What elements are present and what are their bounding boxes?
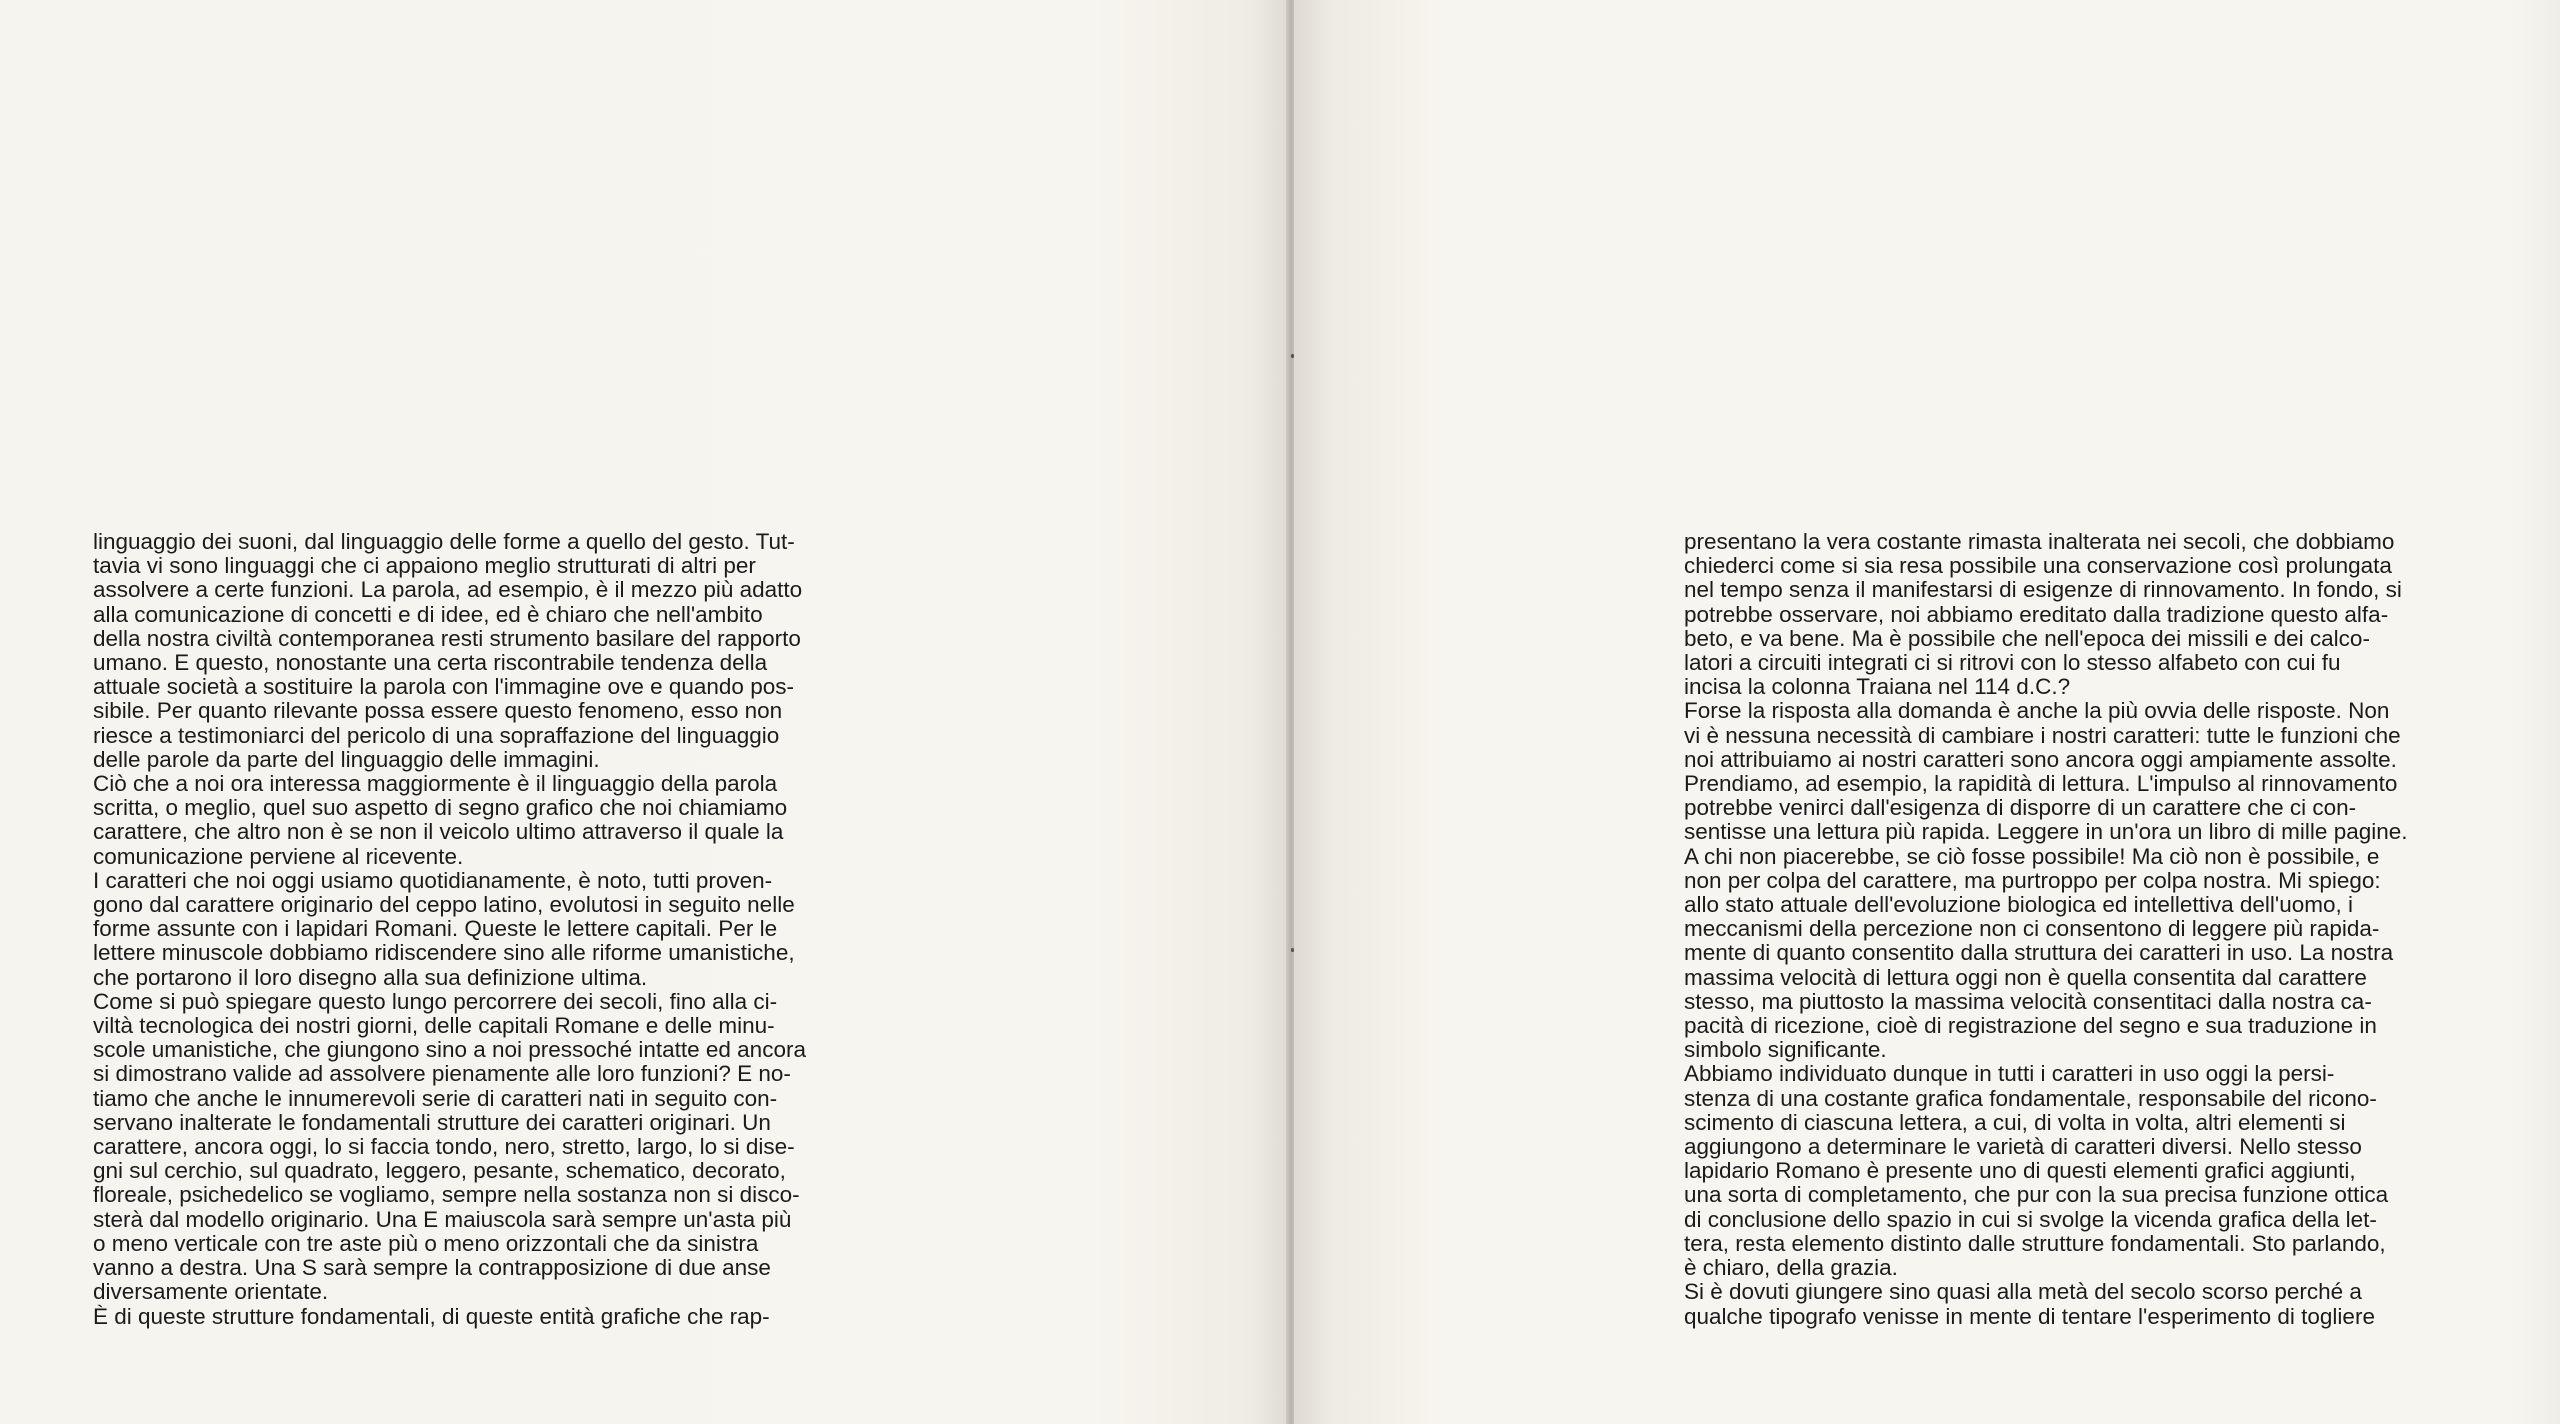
- right-page: [1294, 0, 2560, 1424]
- right-page-text: presentano la vera costante rimasta inalterata nei secoli, che dobbiamo chiederci come si sia resa possibile una conservazione così prolungata nel tempo senza il manifestarsi di esigenze di rinnovamento. In fondo, si potrebbe osservare, noi abbiamo ereditato dalla tradizione questo alfa- beto, e va bene. Ma è possibile che nell'epoca dei missili e dei calco- latori a circuiti integrati ci si ritrovi con lo stesso alfabeto con cui fu incisa la colonna Traiana nel 114 d.C.? Forse la risposta alla domanda è anche la più ovvia delle risposte. Non vi è nessuna necessità di cambiare i nostri caratteri: tutte le funzioni che noi attribuiamo ai nostri caratteri sono ancora oggi ampiamente assolte. Prendiamo, ad esempio, la rapidità di lettura. L'impulso al rinnovamento potrebbe venirci dall'esigenza di disporre di un carattere che ci con- sentisse una lettura più rapida. Leggere in un'ora un libro di mille pagine. A chi non piacerebbe, se ciò fosse possibile! Ma ciò non è possibile, e non per colpa del carattere, ma purtroppo per colpa nostra. Mi spiego: allo stato attuale dell'evoluzione biologica ed intellettiva dell'uomo, i meccanismi della percezione non ci consentono di leggere più rapida- mente di quanto consentito dalla struttura dei caratteri in uso. La nostra massima velocità di lettura oggi non è quella consentita dal carattere stesso, ma piuttosto la massima velocità consentitaci dalla nostra ca- pacità di ricezione, cioè di registrazione del segno e sua traduzione in simbolo significante. Abbiamo individuato dunque in tutti i caratteri in uso oggi la persi- stenza di una costante grafica fondamentale, responsabile del ricono- scimento di ciascuna lettera, a cui, di volta in volta, altri elementi si aggiungono a determinare le varietà di caratteri diversi. Nello stesso lapidario Romano è presente uno di questi elementi grafici aggiunti, una sorta di completamento, che pur con la sua precisa funzione ottica di conclusione dello spazio in cui si svolge la vicenda grafica della let- tera, resta elemento distinto dalle strutture fondamentali. Sto parlando, è chiaro, della grazia. Si è dovuti giungere sino quasi alla metà del secolo scorso perché a qualche tipografo venisse in mente di tentare l'esperimento di togliere: [1684, 529, 2408, 1329]
- margin-mark: [1291, 948, 1294, 952]
- margin-mark: [1291, 354, 1294, 358]
- left-page-text: linguaggio dei suoni, dal linguaggio delle forme a quello del gesto. Tut- tavia vi sono linguaggi che ci appaiono meglio strutturati di altri per assolvere a certe funzioni. La parola, ad esempio, è il mezzo più adatto alla comunicazione di concetti e di idee, ed è chiaro che nell'ambito della nostra civiltà contemporanea resti strumento basilare del rapporto umano. E questo, nonostante una certa riscontrabile tendenza della attuale società a sostituire la parola con l'immagine ove e quando pos- sibile. Per quanto rilevante possa essere questo fenomeno, esso non riesce a testimoniarci del pericolo di una sopraffazione del linguaggio delle parole da parte del linguaggio delle immagini. Ciò che a noi ora interessa maggiormente è il linguaggio della parola scritta, o meglio, quel suo aspetto di segno grafico che noi chiamiamo carattere, che altro non è se non il veicolo ultimo attraverso il quale la comunicazione perviene al ricevente. I caratteri che noi oggi usiamo quotidianamente, è noto, tutti proven- gono dal carattere originario del ceppo latino, evolutosi in seguito nelle forme assunte con i lapidari Romani. Queste le lettere capitali. Per le lettere minuscole dobbiamo ridiscendere sino alle riforme umanistiche, che portarono il loro disegno alla sua definizione ultima. Come si può spiegare questo lungo percorrere dei secoli, fino alla ci- viltà tecnologica dei nostri giorni, delle capitali Romane e delle minu- scole umanistiche, che giungono sino a noi pressoché intatte ed ancora si dimostrano valide ad assolvere pienamente alle loro funzioni? E no- tiamo che anche le innumerevoli serie di caratteri nati in seguito con- servano inalterate le fondamentali strutture dei caratteri originari. Un carattere, ancora oggi, lo si faccia tondo, nero, stretto, largo, lo si dise- gni sul cerchio, sul quadrato, leggero, pesante, schematico, decorato, floreale, psichedelico se vogliamo, sempre nella sostanza non si disco- sterà dal modello originario. Una E maiuscola sarà sempre un'asta più o meno verticale con tre aste più o meno orizzontali che da sinistra vanno a destra. Una S sarà sempre la contrapposizione di due anse diversamente orientate. È di queste strutture fondamentali, di queste entità grafiche che rap-: [93, 529, 806, 1329]
